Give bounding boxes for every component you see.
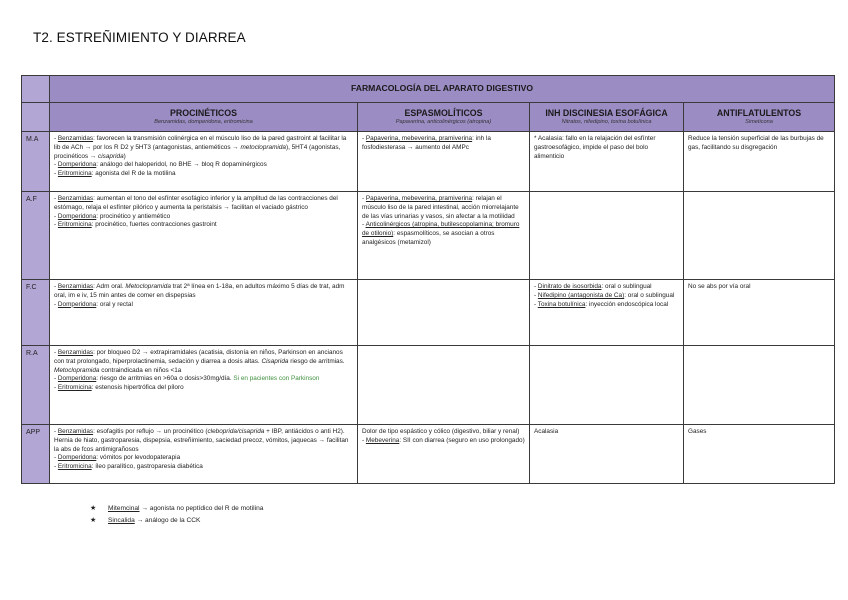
col-header-espasmoliticos	[358, 103, 530, 132]
text-line: - Nifedipino (antagonista de Ca): oral o sublingual	[534, 291, 675, 299]
text-line: - Eritromicina: íleo paralítico, gastroparesia diabética	[54, 463, 203, 471]
row-label: F.C	[22, 280, 50, 346]
col-subtitle: Nitratos, nifedipino, toxina botulínica	[561, 118, 652, 125]
corner-cell	[22, 76, 50, 103]
main-header: FARMACOLOGÍA DEL APARATO DIGESTIVO	[50, 76, 835, 103]
text-line: - Domperidona: procinético y antiemético	[54, 212, 171, 220]
cell-espasmoliticos	[358, 280, 530, 346]
cell-procineticos	[50, 280, 358, 346]
table-row-af	[22, 192, 835, 280]
table-row-ra	[22, 346, 835, 425]
cell-inh-discinesia	[530, 192, 684, 280]
text-line: Dolor de tipo espástico y cólico (digestivo, biliar y renal)	[362, 428, 520, 435]
col-name: PROCINÉTICOS	[170, 108, 237, 119]
corner-cell	[22, 103, 50, 132]
text-line: - Papaverina, mebeverina, pramiverina: inh la fosfodiesterasa → aumento del AMPc	[362, 135, 491, 151]
cell-espasmoliticos	[358, 192, 530, 280]
cell-inh-discinesia	[530, 280, 684, 346]
footnote-item	[90, 503, 263, 515]
text-line: - Eritromicina: procinético, fuertes contracciones gastroint	[54, 221, 217, 229]
cell-antiflatulentos	[684, 192, 835, 280]
star-icon: ★	[90, 505, 97, 512]
text-line: - Benzamidas: esofagitis por reflujo → un procinético (cleboprida/cisaprida + IBP, antiácidos o anti H2). Hernia de hiato, gastroparesia, dispepsia, estreñimiento, saciedad precoz, vómitos, jaquecas → facilitan la abs de fcos antimigrañosos	[54, 428, 349, 453]
star-icon: ★	[90, 517, 97, 524]
cell-procineticos	[50, 132, 358, 192]
table-row-ma	[22, 132, 835, 192]
cell-inh-discinesia: Acalasia	[530, 425, 684, 484]
cell-antiflatulentos: Reduce la tensión superficial de las burbujas de gas, facilitando su disgregación	[684, 132, 835, 192]
text-line: - Dinitrato de isosorbida: oral o sublingual	[534, 283, 652, 290]
col-subtitle: Papaverina, anticolinérgicos (atropina)	[395, 118, 492, 125]
text-line: - Benzamidas: Adm oral. Metoclopramida trat 2ª línea en 1-18a, en adultos máximo 5 días de trat, adm oral, im e iv, 15 min antes de comer en dispepsias	[54, 283, 345, 299]
col-header-inh-discinesia	[530, 103, 684, 132]
col-subtitle: Simeticona	[745, 118, 773, 125]
cell-espasmoliticos	[358, 346, 530, 425]
text-line: - Benzamidas: favorecen la transmisión colinérgica en el músculo liso de la pared gastroint al facilitar la lib de ACh → por los R D2 y 5HT3 (antagonistas, antieméticos → metoclopramida), 5HT4 (agonistas, procinéticos → cisaprida)	[54, 135, 347, 160]
note-drug: Sincalida	[108, 517, 135, 524]
text-line: - Domperidona: vómitos por levodopaterapia	[54, 454, 181, 462]
cell-procineticos	[50, 346, 358, 425]
text-line: - Eritromicina: estenosis hipertrófica del píloro	[54, 384, 184, 392]
cell-procineticos	[50, 425, 358, 484]
footnote-item	[90, 515, 263, 527]
row-label: M.A	[22, 132, 50, 192]
cell-procineticos	[50, 192, 358, 280]
note-text: → análogo de la CCK	[134, 517, 201, 524]
cell-antiflatulentos: No se abs por vía oral	[684, 280, 835, 346]
note-drug: Mitemcinal	[108, 505, 140, 512]
text-line: - Anticolinérgicos (atropina, butilescopolamina; bromuro de otilonio): espasmolíticos, se asocian a otros analgésicos (metamizol)	[362, 221, 520, 247]
pharmacology-table	[21, 75, 835, 484]
col-name: ESPASMOLÍTICOS	[404, 108, 483, 119]
text-line: - Toxina botulínica: inyección endoscópica local	[534, 300, 669, 308]
text-line: - Domperidona: oral y rectal	[54, 300, 133, 308]
note-text: → agonista no peptídico del R de motilina	[139, 505, 264, 512]
col-header-procineticos	[50, 103, 358, 132]
row-label: R.A	[22, 346, 50, 425]
text-line: - Benzamidas: aumentan el tono del esfínter esofágico inferior y la amplitud de las contracciones del estómago, relaja el esfínter pilórico y aumenta la peristalsis → facilitan el vaciado gástrico	[54, 195, 338, 211]
text-line: - Mebeverina: SII con diarrea (seguro en uso prolongado)	[362, 436, 525, 444]
text-line: - Benzamidas: por bloqueo D2 → extrapiramidales (acatisia, distonía en niños, Parkinson en ancianos con trat prolongado, hiperprolactinemia, sedación y diarrea a dosis altas. Cisaprida riesgo de arritmias. Metoclopramida contraindicada en niños <1a	[54, 349, 345, 374]
text-line: - Domperidona: análogo del haloperidol, no BHE → bloq R dopaminérgicos	[54, 161, 267, 169]
text-line: - Eritromicina: agonista del R de la motilina	[54, 170, 176, 178]
col-name: ANTIFLATULENTOS	[716, 108, 802, 119]
row-label: A.F	[22, 192, 50, 280]
cell-espasmoliticos	[358, 425, 530, 484]
row-label: APP	[22, 425, 50, 484]
table-row-app	[22, 425, 835, 484]
cell-inh-discinesia: * Acalasia: fallo en la relajación del esfínter gastroesofágico, impide el paso del bolo alimenticio	[530, 132, 684, 192]
cell-espasmoliticos	[358, 132, 530, 192]
cell-inh-discinesia	[530, 346, 684, 425]
col-header-antiflatulentos	[684, 103, 835, 132]
footnotes	[90, 503, 263, 527]
cell-antiflatulentos: Gases	[684, 425, 835, 484]
cell-antiflatulentos	[684, 346, 835, 425]
text-line: - Domperidona: riesgo de arritmias en >60a o dosis>30mg/día. Si en pacientes con Parkinson	[54, 375, 320, 383]
table-row-fc	[22, 280, 835, 346]
col-name: INH DISCINESIA ESOFÁGICA	[545, 108, 668, 119]
text-line: - Papaverina, mebeverina, pramiverina: relajan el músculo liso de la pared intestinal, acción miorrelajante de las vías urinarias y vasos, sin afectar a la motilidad	[362, 195, 519, 220]
col-subtitle: Benzamidas, domperidona, eritromicina	[154, 118, 253, 125]
page-title: T2. ESTREÑIMIENTO Y DIARREA	[33, 30, 246, 45]
